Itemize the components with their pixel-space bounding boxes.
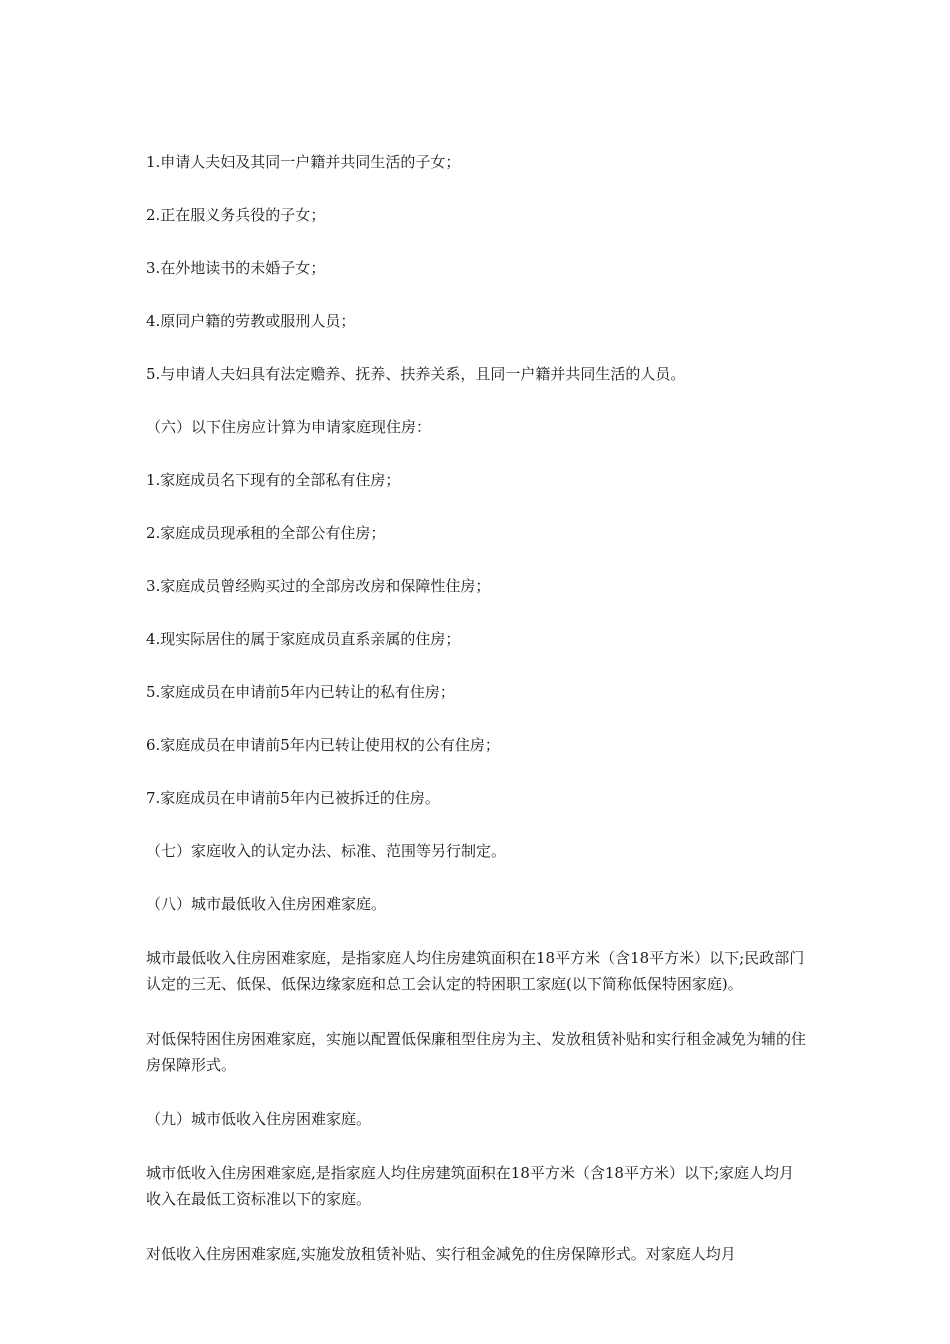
section-heading: （七）家庭收入的认定办法、标准、范围等另行制定。 [146,842,507,860]
paragraph: 5.家庭成员在申请前5年内已转让的私有住房； [146,683,455,701]
paragraph: 4.原同户籍的劳教或服刑人员； [146,312,356,330]
paragraph: 3.家庭成员曾经购买过的全部房改房和保障性住房； [146,577,491,595]
paragraph: 1.申请人夫妇及其同一户籍并共同生活的子女； [146,153,461,171]
paragraph: 4.现实际居住的属于家庭成员直系亲属的住房； [146,630,461,648]
section-heading: （六）以下住房应计算为申请家庭现住房： [146,418,432,436]
paragraph: 3.在外地读书的未婚子女； [146,259,326,277]
section-heading: （八）城市最低收入住房困难家庭。 [146,895,387,913]
paragraph: 城市最低收入住房困难家庭，是指家庭人均住房建筑面积在18平方米（含18平方米）以下;民政部门认定的三无、低保、低保边缘家庭和总工会认定的特困职工家庭(以下简称低保特困家庭)。 [146,949,805,993]
paragraph: 5.与申请人夫妇具有法定赡养、抚养、扶养关系，且同一户籍并共同生活的人员。 [146,365,686,383]
paragraph: 城市低收入住房困难家庭,是指家庭人均住房建筑面积在18平方米（含18平方米）以下;家庭人均月收入在最低工资标准以下的家庭。 [146,1164,794,1208]
paragraph: 6.家庭成员在申请前5年内已转让使用权的公有住房； [146,736,500,754]
paragraph: 2.正在服义务兵役的子女； [146,206,326,224]
paragraph: 2.家庭成员现承租的全部公有住房； [146,524,386,542]
paragraph: 1.家庭成员名下现有的全部私有住房； [146,471,401,489]
paragraph: 7.家庭成员在申请前5年内已被拆迁的住房。 [146,789,440,807]
paragraph: 对低保特困住房困难家庭，实施以配置低保廉租型住房为主、发放租赁补贴和实行租金减免为辅的住房保障形式。 [146,1030,807,1074]
paragraph: 对低收入住房困难家庭,实施发放租赁补贴、实行租金减免的住房保障形式。对家庭人均月 [146,1245,736,1263]
document-body [146,150,808,1267]
section-heading: （九）城市低收入住房困难家庭。 [146,1110,372,1128]
